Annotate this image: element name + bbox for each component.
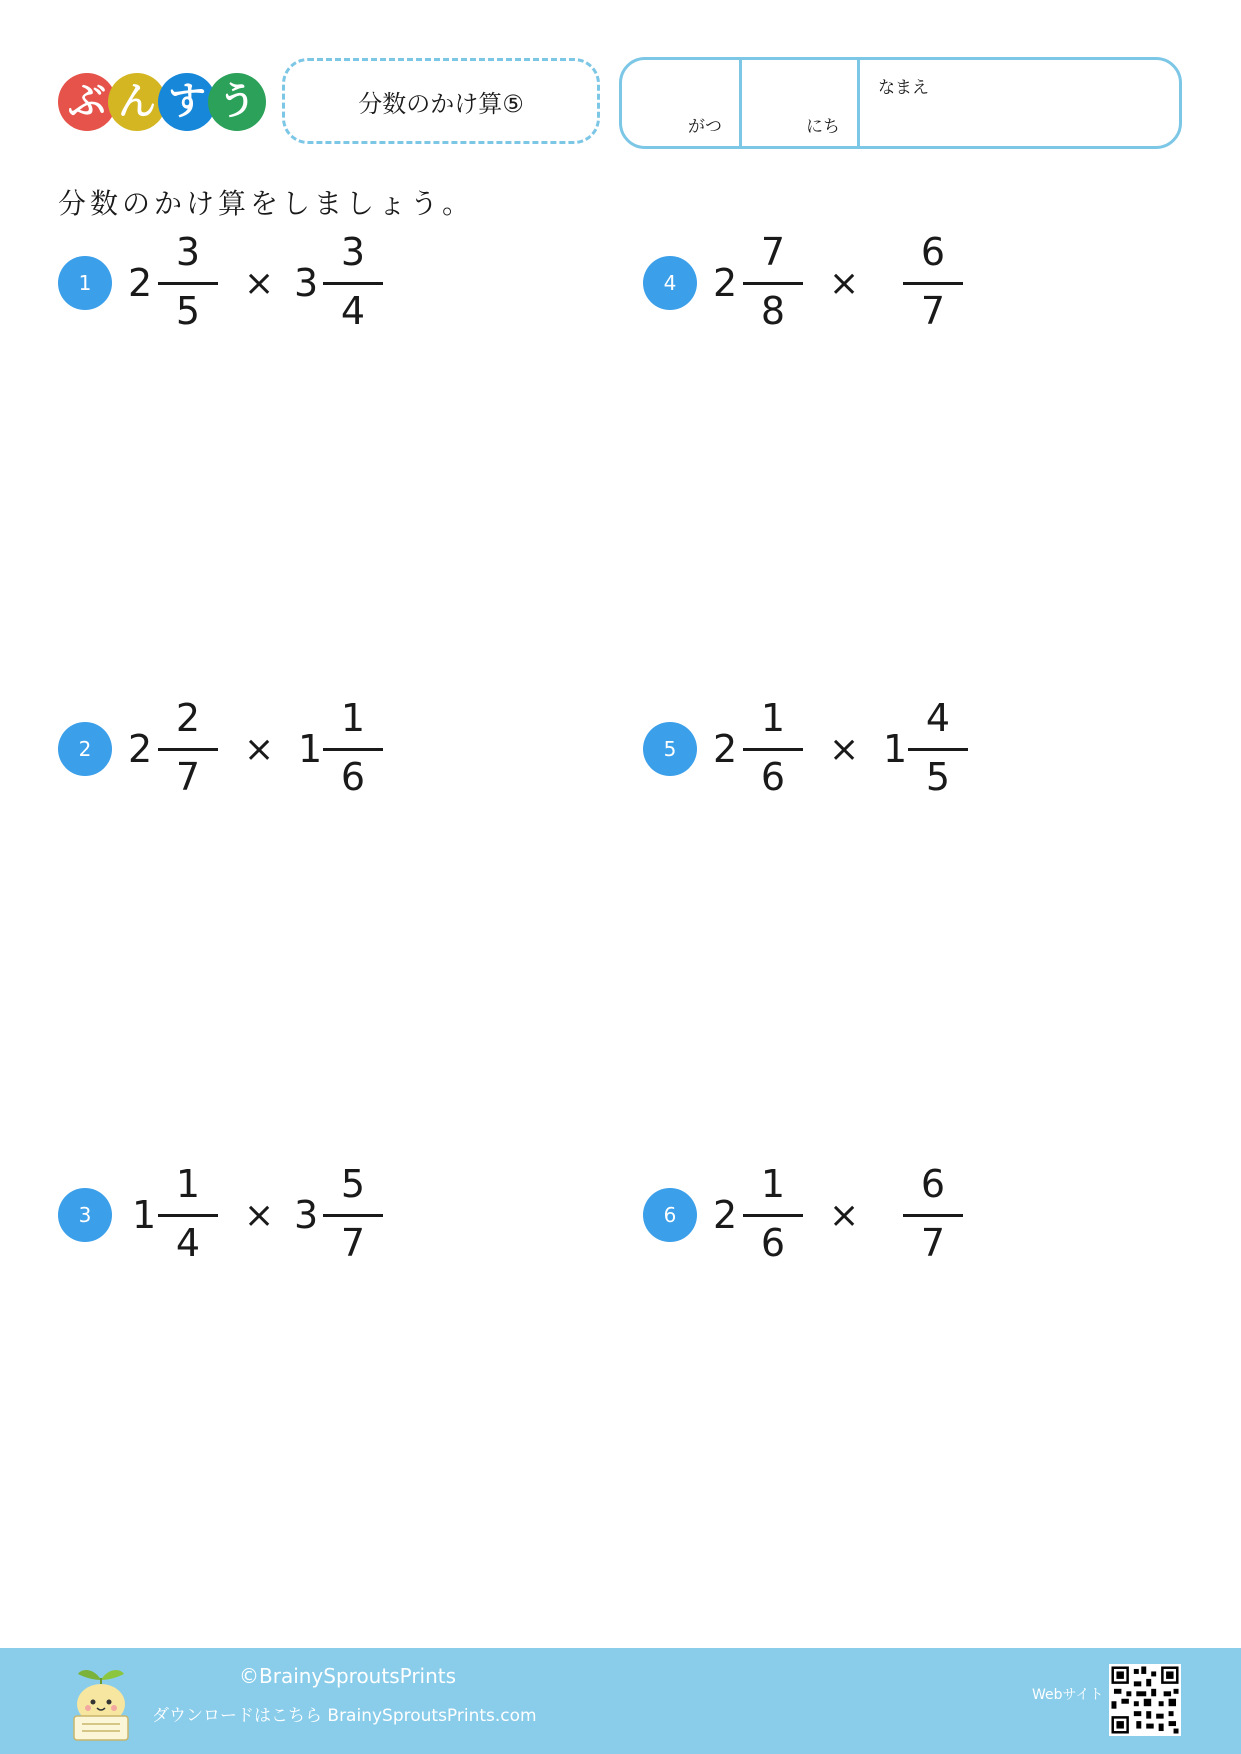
multiply-sign: × — [244, 1195, 275, 1236]
denominator: 6 — [340, 755, 366, 799]
day-label: にち — [806, 117, 840, 137]
multiply-sign: × — [829, 1195, 860, 1236]
multiply-sign: × — [244, 263, 275, 304]
problem-number-badge: 3 — [58, 1188, 112, 1242]
sprout-mascot-icon — [68, 1662, 134, 1742]
logo-char-4: う — [208, 73, 266, 131]
fraction-bar — [903, 1214, 963, 1217]
fraction-bar — [158, 1214, 218, 1217]
whole-number: 3 — [294, 261, 319, 305]
fraction-bar — [323, 282, 383, 285]
problem-number-badge: 5 — [643, 722, 697, 776]
numerator: 5 — [340, 1162, 366, 1206]
multiply-sign: × — [244, 729, 275, 770]
website-label: Webサイト — [1032, 1687, 1104, 1703]
whole-number: 2 — [128, 261, 153, 305]
logo-char-2: ん — [108, 73, 166, 131]
divider — [739, 60, 742, 146]
numerator: 7 — [760, 230, 786, 274]
problem-number-badge: 1 — [58, 256, 112, 310]
denominator: 8 — [760, 289, 786, 333]
denominator: 4 — [175, 1221, 201, 1265]
problem-number-badge: 4 — [643, 256, 697, 310]
numerator: 4 — [925, 696, 951, 740]
problem-4 — [643, 228, 1043, 338]
whole-number: 2 — [713, 1193, 738, 1237]
month-label: がつ — [688, 117, 722, 137]
problem-6 — [643, 1160, 1043, 1270]
fraction-bar — [158, 282, 218, 285]
divider — [857, 60, 860, 146]
numerator: 6 — [920, 1162, 946, 1206]
fraction-bar — [323, 1214, 383, 1217]
whole-number: 1 — [883, 727, 908, 771]
whole-number: 1 — [298, 727, 323, 771]
problem-number-badge: 2 — [58, 722, 112, 776]
fraction-bar — [323, 748, 383, 751]
numerator: 1 — [760, 696, 786, 740]
numerator: 3 — [340, 230, 366, 274]
denominator: 5 — [175, 289, 201, 333]
numerator: 1 — [340, 696, 366, 740]
logo — [58, 73, 266, 133]
qr-code-icon[interactable] — [1109, 1664, 1181, 1736]
download-link[interactable]: ダウンロードはこちら BrainySproutsPrints.com — [152, 1706, 537, 1726]
fraction-bar — [743, 748, 803, 751]
problem-number-badge: 6 — [643, 1188, 697, 1242]
whole-number: 2 — [128, 727, 153, 771]
denominator: 7 — [175, 755, 201, 799]
date-name-box — [619, 57, 1182, 149]
whole-number: 2 — [713, 261, 738, 305]
denominator: 6 — [760, 755, 786, 799]
fraction-bar — [908, 748, 968, 751]
whole-number: 2 — [713, 727, 738, 771]
denominator: 5 — [925, 755, 951, 799]
problem-5 — [643, 694, 1043, 804]
logo-char-1: ぶ — [58, 73, 116, 131]
denominator: 7 — [920, 289, 946, 333]
fraction-bar — [158, 748, 218, 751]
copyright-text: ©BrainySproutsPrints — [239, 1664, 457, 1688]
whole-number: 3 — [294, 1193, 319, 1237]
instruction: 分数のかけ算をしましょう。 — [58, 187, 475, 220]
problem-3 — [58, 1160, 458, 1270]
multiply-sign: × — [829, 263, 860, 304]
fraction-bar — [743, 1214, 803, 1217]
numerator: 6 — [920, 230, 946, 274]
fraction-bar — [903, 282, 963, 285]
numerator: 1 — [175, 1162, 201, 1206]
multiply-sign: × — [829, 729, 860, 770]
denominator: 7 — [340, 1221, 366, 1265]
numerator: 1 — [760, 1162, 786, 1206]
footer — [0, 1648, 1241, 1754]
numerator: 2 — [175, 696, 201, 740]
fraction-bar — [743, 282, 803, 285]
logo-char-3: す — [158, 73, 216, 131]
denominator: 4 — [340, 289, 366, 333]
problem-1 — [58, 228, 458, 338]
name-label: なまえ — [878, 78, 929, 98]
whole-number: 1 — [132, 1193, 157, 1237]
worksheet-title-box — [282, 58, 600, 144]
problem-2 — [58, 694, 458, 804]
denominator: 7 — [920, 1221, 946, 1265]
numerator: 3 — [175, 230, 201, 274]
denominator: 6 — [760, 1221, 786, 1265]
worksheet-title: 分数のかけ算⑤ — [358, 89, 524, 118]
